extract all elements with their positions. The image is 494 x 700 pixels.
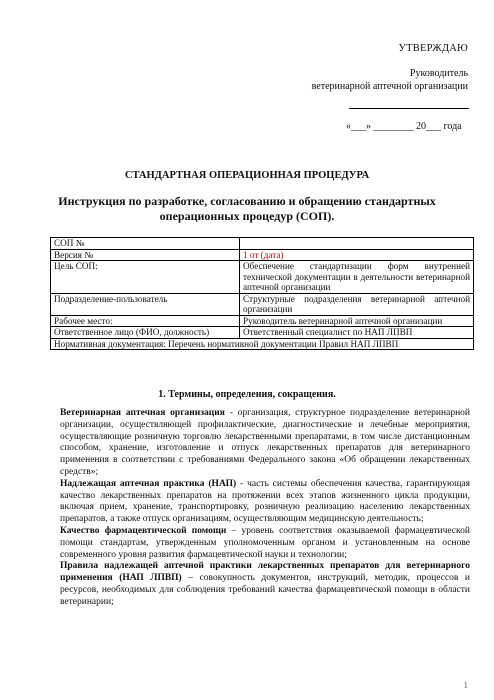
table-cell-value: Структурные подразделения ветеринарной аптечной организации xyxy=(240,293,474,315)
table-footer-cell: Нормативная документация: Перечень нормативной документации Правил НАП ЛПВП xyxy=(51,338,474,350)
document-title: Инструкция по разработке, согласованию и обращению стандартных операционных процедур (СОП). xyxy=(58,194,436,223)
term-definition: - организация, структурное подразделение ветеринарной организации, осуществляющей профилактические, диагностические и лечебные мероприятия, осуществляющие розничную торговлю лекарственными препаратами, в том числе дистанционным способом, хранение, изготовление и отпуск лекарственных препаратов для ветеринарного применения в соответствии с требованиями Федерального закона «Об обращении лекарственных средств»; xyxy=(60,408,470,477)
table-cell-value: Ответственный специалист по НАП ЛПВП xyxy=(240,327,474,339)
table-row xyxy=(51,338,474,350)
table-cell-label: Подразделение-пользователь xyxy=(51,293,240,315)
table-row xyxy=(51,261,474,294)
term-definition: – уровень соответствия оказываемой фармацевтической помощи стандартам, утвержденным уполномоченным органом и установленным на основе современного уровня развития фармацевтической науки и технологии; xyxy=(60,525,470,560)
term-paragraph xyxy=(60,561,470,608)
table-row xyxy=(51,327,474,339)
term-paragraph xyxy=(60,526,470,561)
term-name: Ветеринарная аптечная организация xyxy=(60,408,225,418)
table-cell-label: Ответственное лицо (ФИО, должность) xyxy=(51,327,240,339)
table-cell-value: 1 от (дата) xyxy=(240,249,474,261)
signature-line xyxy=(349,108,469,109)
table-row xyxy=(51,238,474,250)
term-name: Правила надлежащей аптечной практики лекарственных препаратов для ветеринарного применения (НАП ЛПВП) xyxy=(60,561,470,584)
term-name: Качество фармацевтической помощи xyxy=(60,525,227,536)
terms-list xyxy=(60,408,470,609)
term-paragraph xyxy=(60,479,470,526)
table-row xyxy=(51,293,474,315)
term-definition: – совокупность документов, инструкций, методик, процессов и ресурсов, необходимых для соблюдения требований качества фармацевтической помощи в области ветеринарии; xyxy=(60,573,470,607)
table-row xyxy=(51,249,474,261)
document-type: СТАНДАРТНАЯ ОПЕРАЦИОННАЯ ПРОЦЕДУРА xyxy=(124,170,370,181)
approval-block xyxy=(312,42,468,93)
page-number: 1 xyxy=(463,680,468,690)
approval-role-line2: ветеринарной аптечной организации xyxy=(311,81,468,92)
table-cell-value: Обеспечение стандартизации форм внутренней технической документации в деятельности ветеринарной аптечной организации xyxy=(240,261,474,294)
approval-title: УТВЕРЖДАЮ xyxy=(398,43,468,54)
table-cell-label: Рабочее место: xyxy=(51,315,240,327)
table-cell-label: Цель СОП: xyxy=(51,261,240,294)
table-cell-value xyxy=(240,238,474,250)
table-cell-label: Версия № xyxy=(51,249,240,261)
approval-role-line1: Руководитель xyxy=(409,68,468,79)
term-definition: - часть системы обеспечения качества, гарантирующая качество лекарственных препаратов на протяжении всех этапов жизненного цикла продукции, включая прием, хранение, транспортировку, розничную реализацию населению лекарственных препаратов, а также отпуск организациям, осуществляющим медицинскую деятельность; xyxy=(60,478,470,525)
table-row xyxy=(51,315,474,327)
term-name: Надлежащая аптечная практика (НАП) xyxy=(60,478,237,489)
term-paragraph xyxy=(60,408,470,479)
section-heading: 1. Термины, определения, сокращения. xyxy=(158,389,336,400)
table-cell-value: Руководитель ветеринарной аптечной организации xyxy=(240,315,474,327)
sop-info-table xyxy=(50,237,474,350)
approval-date-line: «___» ________ 20___ года xyxy=(346,121,462,132)
table-cell-label: СОП № xyxy=(51,238,240,250)
